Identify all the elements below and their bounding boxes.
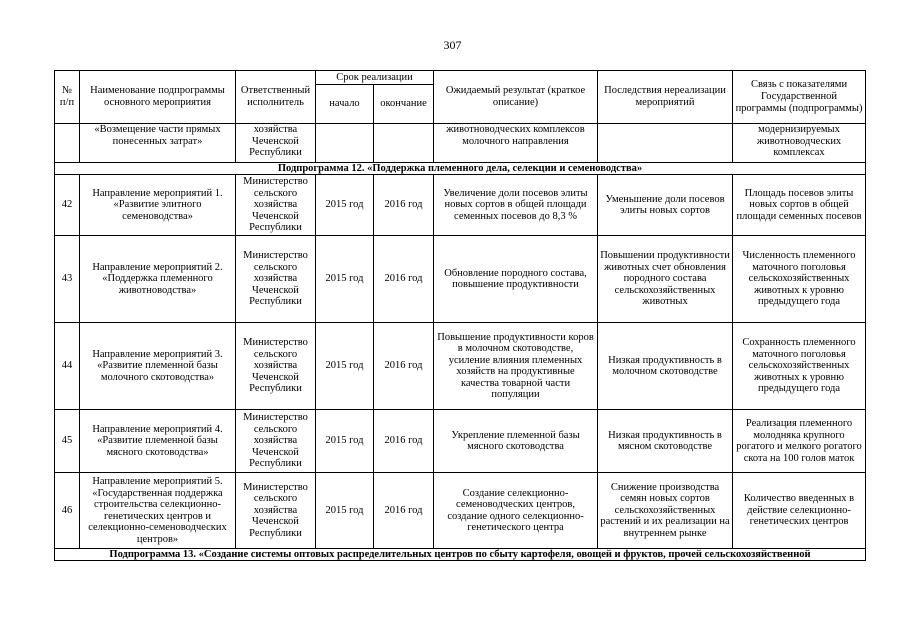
cell-start: 2015 год <box>316 236 374 323</box>
section-12-title: Подпрограмма 12. «Поддержка племенного дела, селекции и семеноводства» <box>55 163 866 175</box>
cell-consequences <box>598 124 733 163</box>
cell-consequences: Низкая продуктивность в молочном скотоводстве <box>598 323 733 410</box>
cell-executor: Министерство сельского хозяйства Чеченской Республики <box>236 473 316 549</box>
header-result: Ожидаемый результат (краткое описание) <box>434 71 598 124</box>
cell-end: 2016 год <box>374 473 434 549</box>
cell-executor: Министерство сельского хозяйства Чеченской Республики <box>236 410 316 473</box>
program-table <box>54 70 866 561</box>
cell-num: 45 <box>55 410 80 473</box>
cell-result: Создание селекционно-семеноводческих центров, создание одного селекционно- генетического центра <box>434 473 598 549</box>
cell-name: Направление мероприятий 2. «Поддержка племенного животноводства» <box>80 236 236 323</box>
cell-name: Направление мероприятий 4. «Развитие племенной базы мясного скотоводства» <box>80 410 236 473</box>
cell-num: 43 <box>55 236 80 323</box>
cell-result: животноводческих комплексов молочного направления <box>434 124 598 163</box>
cell-link: Площадь посевов элиты новых сортов в общей площади семенных посевов <box>733 175 866 236</box>
header-num: № п/п <box>55 71 80 124</box>
table-row <box>55 410 866 473</box>
cell-start: 2015 год <box>316 323 374 410</box>
cell-consequences: Низкая продуктивность в мясном скотоводстве <box>598 410 733 473</box>
cell-start <box>316 124 374 163</box>
continuation-row <box>55 124 866 163</box>
section-13-title: Подпрограмма 13. «Создание системы оптовых распределительных центров по сбыту картофеля, овощей и фруктов, прочей сельскохозяйственной <box>55 549 866 561</box>
cell-name: «Возмещение части прямых понесенных затрат» <box>80 124 236 163</box>
cell-end: 2016 год <box>374 175 434 236</box>
table-row <box>55 323 866 410</box>
header-end: окончание <box>374 85 434 124</box>
cell-link: Численность племенного маточного поголовья сельскохозяйственных животных к уровню предыдущего года <box>733 236 866 323</box>
table-row <box>55 473 866 549</box>
cell-num <box>55 124 80 163</box>
cell-start: 2015 год <box>316 410 374 473</box>
cell-num: 42 <box>55 175 80 236</box>
cell-result: Обновление породного состава, повышение продуктивности <box>434 236 598 323</box>
table-row <box>55 236 866 323</box>
cell-name: Направление мероприятий 5. «Государственная поддержка строительства селекционно-генетических центров и селекционно-семеноводческих центров» <box>80 473 236 549</box>
cell-name: Направление мероприятий 3. «Развитие племенной базы молочного скотоводства» <box>80 323 236 410</box>
cell-consequences: Снижение производства семян новых сортов сельскохозяйственных растений и их реализации на внутреннем рынке <box>598 473 733 549</box>
table-row <box>55 175 866 236</box>
cell-num: 44 <box>55 323 80 410</box>
cell-executor: хозяйства Чеченской Республики <box>236 124 316 163</box>
section-row <box>55 163 866 175</box>
cell-start: 2015 год <box>316 473 374 549</box>
header-link: Связь с показателями Государственной программы (подпрограммы) <box>733 71 866 124</box>
cell-result: Повышение продуктивности коров в молочном скотоводстве, усиление влияния племенных хозяйств на продуктивные качества товарной части популяции <box>434 323 598 410</box>
cell-link: модернизируемых животноводческих комплексах <box>733 124 866 163</box>
cell-executor: Министерство сельского хозяйства Чеченской Республики <box>236 175 316 236</box>
cell-consequences: Уменьшение доли посевов элиты новых сортов <box>598 175 733 236</box>
header-start: начало <box>316 85 374 124</box>
header-consequences: Последствия нереализации мероприятий <box>598 71 733 124</box>
header-name: Наименование подпрограммы основного мероприятия <box>80 71 236 124</box>
cell-executor: Министерство сельского хозяйства Чеченской Республики <box>236 323 316 410</box>
cell-start: 2015 год <box>316 175 374 236</box>
cell-consequences: Повышении продуктивности животных счет обновления породного состава сельскохозяйственных животных <box>598 236 733 323</box>
cell-link: Реализация племенного молодняка крупного рогатого и мелкого рогатого скота на 100 голов маток <box>733 410 866 473</box>
cell-link: Количество введенных в действие селекционно-генетических центров <box>733 473 866 549</box>
header-period: Срок реализации <box>316 71 434 85</box>
cell-end: 2016 год <box>374 236 434 323</box>
cell-end: 2016 год <box>374 323 434 410</box>
cell-executor: Министерство сельского хозяйства Чеченской Республики <box>236 236 316 323</box>
cell-end: 2016 год <box>374 410 434 473</box>
header-row <box>55 71 866 85</box>
page-number: 307 <box>443 38 462 52</box>
cell-result: Укрепление племенной базы мясного скотоводства <box>434 410 598 473</box>
cell-name: Направление мероприятий 1. «Развитие элитного семеноводства» <box>80 175 236 236</box>
cell-result: Увеличение доли посевов элиты новых сортов в общей площади семенных посевов до 8,3 % <box>434 175 598 236</box>
header-executor: Ответственный исполнитель <box>236 71 316 124</box>
cell-link: Сохранность племенного маточного поголовья сельскохозяйственных животных к уровню предыдущего года <box>733 323 866 410</box>
cell-num: 46 <box>55 473 80 549</box>
cell-end <box>374 124 434 163</box>
section-row <box>55 549 866 561</box>
